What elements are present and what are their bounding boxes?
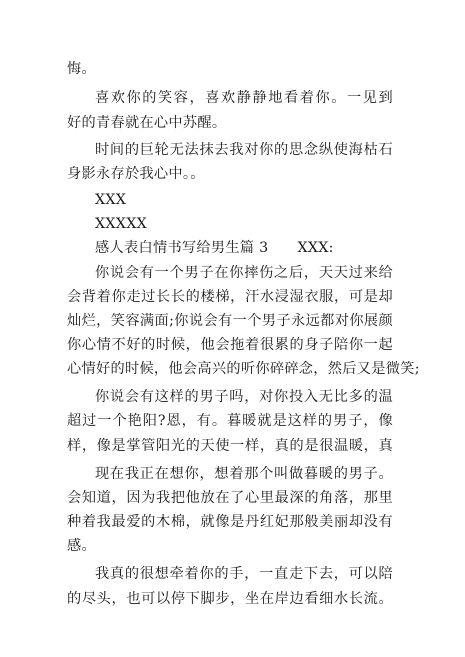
text-line: 心情好的时候，他会高兴的听你碎碎念，然后又是微笑; xyxy=(67,361,420,377)
text-line: 时间的巨轮无法抹去我对你的思念纵使海枯石 xyxy=(95,142,393,158)
text-line: XXXXX xyxy=(95,216,148,232)
text-line: 现在我正在想你，想着那个叫做暮暖的男子。 xyxy=(95,466,393,482)
text-line: 感。 xyxy=(67,538,96,554)
text-line: 超过一个艳阳?恩，有。暮暖就是这样的男子，像 xyxy=(67,413,393,429)
text-line: 我真的很想牵着你的手，一直走下去，可以陪 xyxy=(95,566,393,582)
text-line: 感人表白情书写给男生篇 3 XXX: xyxy=(95,240,334,256)
text-line: 种着我最爱的木棉，就像是丹红妃那般美丽却没有 xyxy=(67,514,393,530)
text-line: 的尽头，也可以停下脚步，坐在岸边看细水长流。 xyxy=(67,591,393,607)
text-line: 你说会有一个男子在你摔伤之后，天天过来给 xyxy=(95,265,393,281)
text-line: 身影永存於我心中。。 xyxy=(67,166,205,182)
text-line: XXX xyxy=(95,192,127,208)
text-line: 喜欢你的笑容，喜欢静静地看着你。一见到 xyxy=(95,90,393,106)
text-line: 悔。 xyxy=(67,61,96,77)
text-line: 灿烂，笑容满面;你说会有一个男子永远都对你展颜 xyxy=(67,313,393,329)
text-line: 会知道，因为我把他放在了心里最深的角落，那里 xyxy=(67,490,393,506)
text-line: 你说会有这样的男子吗，对你投入无比多的温 xyxy=(95,389,393,405)
text-line: 好的青春就在心中苏醒。 xyxy=(67,115,227,131)
text-line: 你心情不好的时候，他会拖着很累的身子陪你一起 xyxy=(67,337,393,353)
text-line: 样，像是掌管阳光的天使一样，真的是很温暖，真 xyxy=(67,438,393,454)
text-line: 会背着你走过长长的楼梯，汗水浸湿衣服，可是却 xyxy=(67,289,393,305)
